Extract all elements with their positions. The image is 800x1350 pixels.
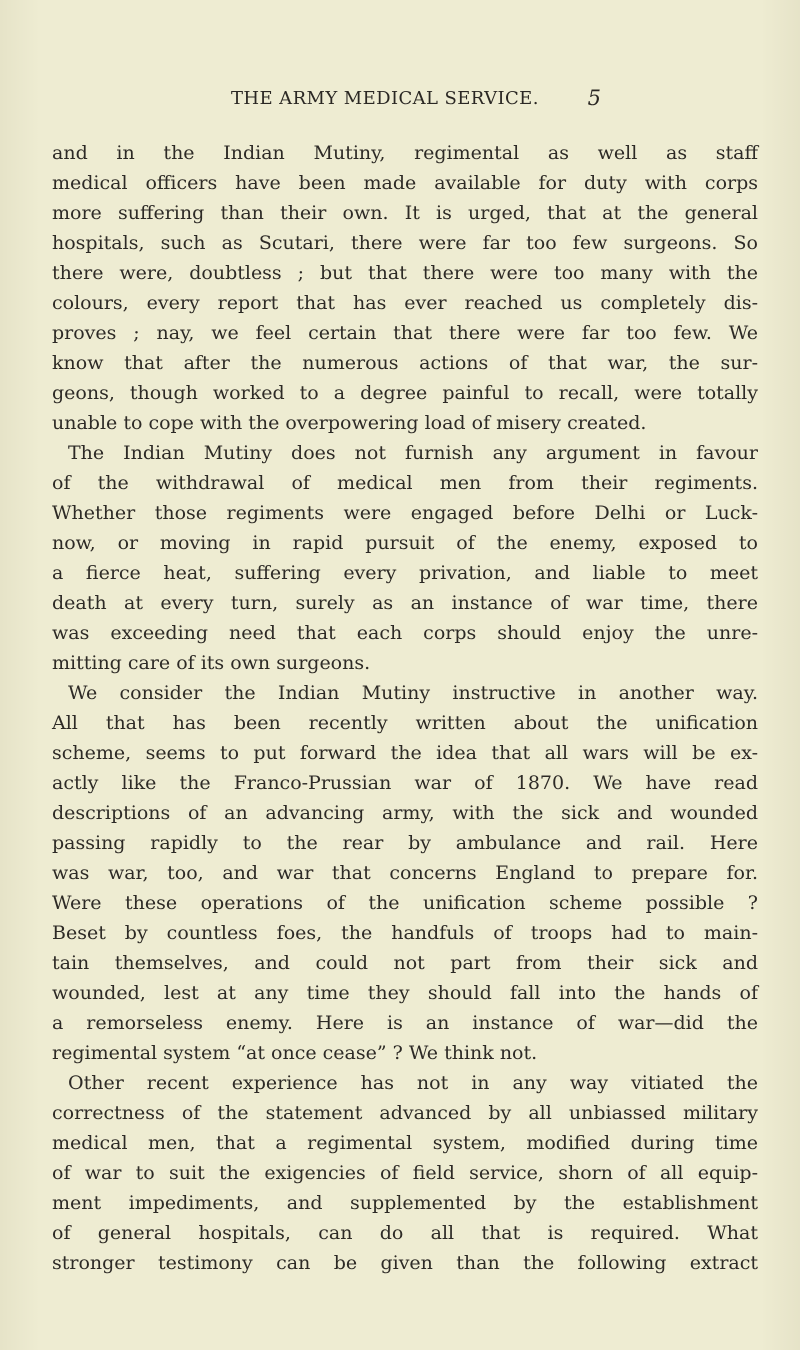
text-line: descriptions of an advancing army, with the sick and wounded (52, 802, 758, 824)
text-line: passing rapidly to the rear by ambulance and rail. Here (52, 832, 758, 854)
text-line: mitting care of its own surgeons. (52, 652, 371, 674)
text-line: wounded, lest at any time they should fall into the hands of (52, 982, 758, 1004)
text-line: tain themselves, and could not part from their sick and (52, 952, 758, 974)
text-line: All that has been recently written about the unification (52, 712, 758, 734)
text-line: Beset by countless foes, the handfuls of troops had to main- (52, 922, 758, 944)
text-line: and in the Indian Mutiny, regimental as well as staff (52, 142, 758, 164)
text-line: stronger testimony can be given than the following extract (52, 1252, 758, 1274)
text-line: colours, every report that has ever reached us completely dis- (52, 292, 758, 314)
text-line: of general hospitals, can do all that is required. What (52, 1222, 758, 1244)
text-line: death at every turn, surely as an instance of war time, there (52, 592, 758, 614)
text-line: The Indian Mutiny does not furnish any argument in favour (68, 442, 758, 464)
text-line: more suffering than their own. It is urged, that at the general (52, 202, 758, 224)
text-line: hospitals, such as Scutari, there were far too few surgeons. So (52, 232, 758, 254)
text-line: ment impediments, and supplemented by the establishment (52, 1192, 758, 1214)
running-header-title: THE ARMY MEDICAL SERVICE. (231, 88, 539, 109)
text-line: regimental system “at once cease” ? We think not. (52, 1042, 538, 1064)
text-line: know that after the numerous actions of that war, the sur- (52, 352, 758, 374)
text-line: a remorseless enemy. Here is an instance of war—did the (52, 1012, 758, 1034)
body-text (52, 138, 758, 1278)
page-number: 5 (587, 86, 601, 110)
text-line: of war to suit the exigencies of field service, shorn of all equip- (52, 1162, 758, 1184)
running-header (231, 88, 601, 112)
text-line: proves ; nay, we feel certain that there were far too few. We (52, 322, 758, 344)
text-line: unable to cope with the overpowering load of misery created. (52, 412, 647, 434)
text-line: there were, doubtless ; but that there were too many with the (52, 262, 758, 284)
text-line: was exceeding need that each corps should enjoy the unre- (52, 622, 758, 644)
text-line: Were these operations of the unification scheme possible ? (52, 892, 758, 914)
text-line: correctness of the statement advanced by all unbiassed military (52, 1102, 758, 1124)
text-line: now, or moving in rapid pursuit of the enemy, exposed to (52, 532, 758, 554)
text-line: medical men, that a regimental system, modified during time (52, 1132, 758, 1154)
text-line: Other recent experience has not in any way vitiated the (68, 1072, 758, 1094)
text-line: We consider the Indian Mutiny instructive in another way. (68, 682, 758, 704)
text-line: of the withdrawal of medical men from their regiments. (52, 472, 758, 494)
text-line: scheme, seems to put forward the idea that all wars will be ex- (52, 742, 758, 764)
text-line: actly like the Franco-Prussian war of 1870. We have read (52, 772, 758, 794)
text-line: geons, though worked to a degree painful to recall, were totally (52, 382, 758, 404)
text-line: medical officers have been made available for duty with corps (52, 172, 758, 194)
text-line: Whether those regiments were engaged before Delhi or Luck- (52, 502, 758, 524)
text-line: was war, too, and war that concerns England to prepare for. (52, 862, 758, 884)
text-line: a fierce heat, suffering every privation, and liable to meet (52, 562, 758, 584)
